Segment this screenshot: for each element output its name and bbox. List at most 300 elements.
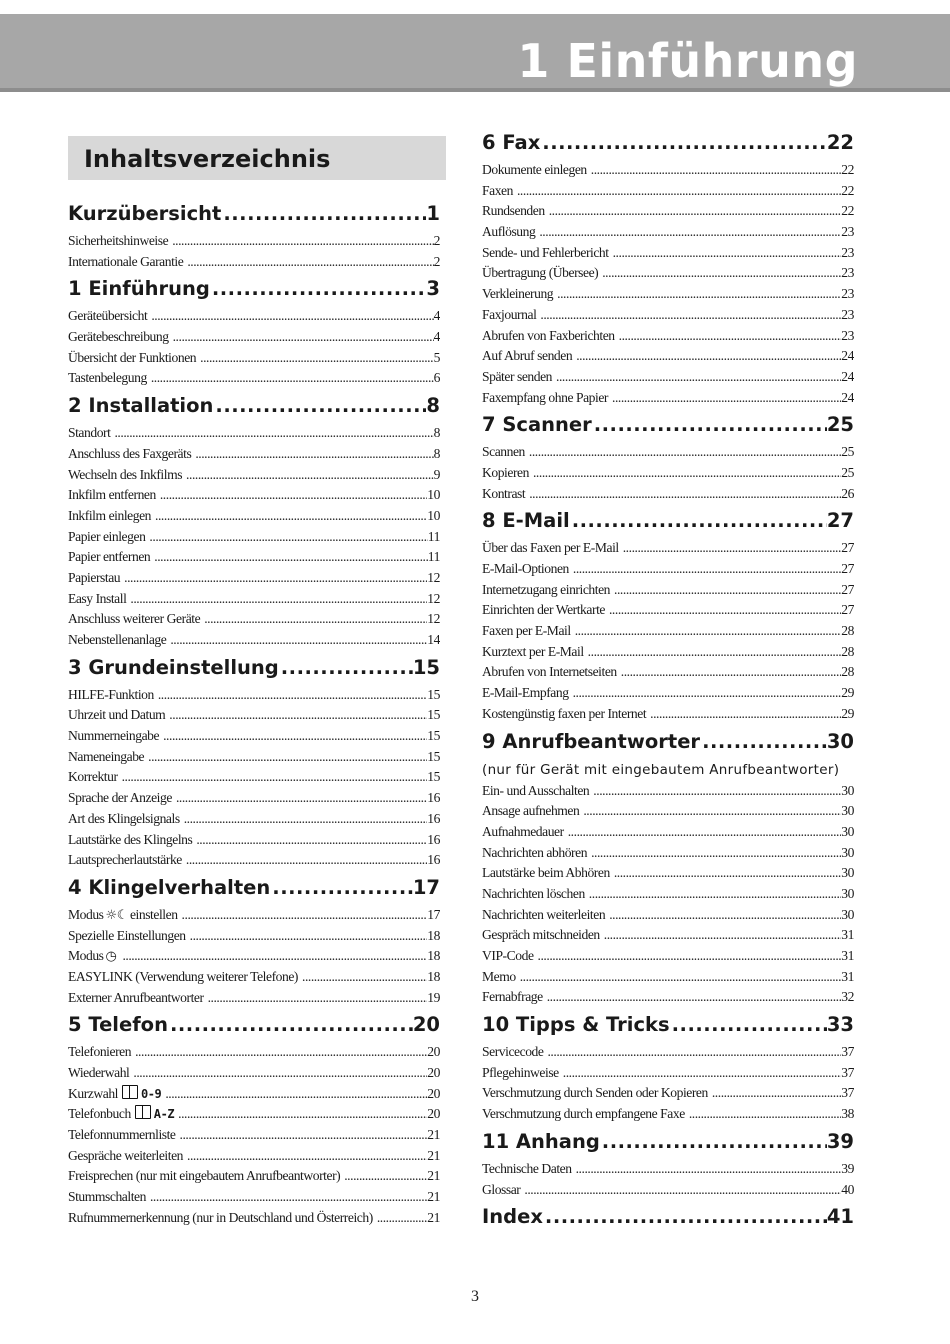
toc-page-number: 23 [841, 286, 854, 302]
toc-entry[interactable] [68, 1187, 440, 1208]
toc-page-number: 30 [841, 865, 854, 881]
toc-label-text: VIP-Code [482, 948, 534, 963]
toc-page-number: 16 [427, 831, 440, 847]
toc-entry[interactable] [482, 704, 854, 725]
toc-entry[interactable] [68, 1166, 440, 1187]
dot-leader [191, 444, 433, 465]
toc-label-text: Rundsenden [482, 203, 545, 219]
toc-chapter[interactable] [68, 272, 440, 306]
toc-page-number: 8 [426, 394, 440, 418]
dot-leader [298, 967, 427, 988]
toc-label [482, 388, 608, 409]
toc-page-number: 31 [841, 948, 854, 963]
dot-leader [708, 1083, 841, 1104]
toc-label-text: 11 Anhang [482, 1129, 600, 1153]
toc-entry[interactable] [482, 580, 854, 601]
toc-page-number: 28 [841, 623, 854, 639]
toc-page-number: 23 [841, 224, 854, 240]
dot-leader [564, 822, 842, 843]
toc-note: (nur für Gerät mit eingebautem Anrufbeantworter) [482, 761, 840, 778]
toc-entry[interactable] [482, 1180, 854, 1201]
toc-label-text: Kopieren [482, 464, 529, 480]
toc-entry[interactable] [482, 1063, 854, 1084]
toc-page-number: 18 [427, 927, 440, 943]
toc-page-number: 17 [412, 875, 440, 899]
dot-leader [221, 197, 426, 231]
toc-page-number: 22 [841, 203, 854, 219]
toc-label [482, 946, 534, 967]
toc-label [482, 662, 617, 683]
toc-page-number: 12 [427, 569, 440, 585]
dot-leader [210, 272, 427, 306]
toc-entry[interactable] [482, 538, 854, 559]
page-number: 3 [471, 1288, 479, 1305]
toc-label [482, 1008, 670, 1042]
toc-label-text: Gespräche weiterleiten [68, 1147, 184, 1163]
toc-page-number: 20 [427, 1085, 440, 1101]
toc-entry[interactable] [68, 967, 440, 988]
toc-chapter[interactable] [482, 408, 854, 442]
toc-entry[interactable] [68, 506, 440, 527]
toc-entry[interactable] [68, 809, 440, 830]
toc-label-text: Lautstärke beim Abhören [482, 865, 610, 881]
toc-chapter[interactable] [482, 1008, 854, 1042]
toc-label [68, 1166, 340, 1187]
toc-page-number: 18 [427, 948, 440, 964]
toc-entry[interactable] [68, 1084, 440, 1105]
toc-label-text: Auflösung [482, 224, 536, 240]
toc-entry[interactable] [482, 222, 854, 243]
toc-label-text: Nebenstellenanlage [68, 632, 167, 647]
toc-chapter[interactable] [482, 725, 854, 759]
toc-page-number: 31 [841, 927, 854, 943]
toc-entry[interactable] [68, 368, 440, 389]
toc-label-text: 10 Tipps & Tricks [482, 1013, 670, 1037]
toc-entry[interactable] [482, 442, 854, 463]
toc-entry[interactable] [482, 1042, 854, 1063]
toc-label [482, 346, 572, 367]
toc-page-number: 21 [427, 1209, 440, 1225]
dot-leader [605, 600, 841, 621]
toc-label [482, 1042, 543, 1063]
toc-page-number: 4 [433, 329, 440, 345]
toc-chapter[interactable] [68, 651, 440, 685]
toc-label [68, 988, 204, 1009]
toc-page-number: 16 [427, 810, 440, 826]
dot-leader [529, 463, 841, 484]
toc-label-text: Freisprechen (nur mit eingebautem Anrufbeantworter) [68, 1168, 341, 1184]
toc-label-text: Geräteübersicht [68, 308, 148, 324]
toc-label [482, 725, 700, 759]
toc-entry[interactable] [482, 925, 854, 946]
toc-label [68, 871, 270, 905]
toc-page-number: 39 [826, 1129, 854, 1153]
dot-leader [610, 863, 841, 884]
dot-leader [543, 1042, 841, 1063]
toc-label-text: Spezielle Einstellungen [68, 927, 186, 943]
toc-entry[interactable] [482, 181, 854, 202]
toc-label-text: Internetzugang einrichten [482, 581, 611, 597]
toc-label [68, 197, 221, 231]
toc-label-text: Telefonieren [68, 1044, 132, 1060]
toc-label [482, 1200, 543, 1234]
dot-leader [598, 263, 841, 284]
toc-page-number: 37 [841, 1085, 854, 1101]
dot-leader [110, 423, 433, 444]
toc-entry[interactable] [482, 367, 854, 388]
toc-entry[interactable] [68, 905, 440, 926]
dot-leader [569, 683, 842, 704]
toc-label-text: Gespräch mitschneiden [482, 927, 600, 943]
toc-page-number: 15 [427, 707, 440, 723]
toc-label-text: E-Mail-Empfang [482, 685, 569, 701]
toc-label-text: Übersicht der Funktionen [68, 349, 197, 365]
dot-leader [180, 809, 428, 830]
dot-leader [592, 408, 827, 442]
toc-label [482, 126, 540, 160]
toc-page-number: 11 [427, 528, 440, 544]
toc-label-text: Kurztext per E-Mail [482, 643, 584, 659]
dot-leader [176, 1125, 428, 1146]
toc-right-column [482, 126, 854, 1234]
toc-page-number: 11 [427, 549, 440, 565]
toc-label-text: Nachrichten löschen [482, 885, 585, 901]
toc-entry[interactable] [68, 485, 440, 506]
toc-page-number: 20 [412, 1013, 440, 1037]
toc-page-number: 31 [841, 968, 854, 984]
toc-page-number: 30 [841, 844, 854, 860]
toc-label [68, 850, 182, 871]
toc-entry[interactable] [482, 822, 854, 843]
toc-page-number: 30 [841, 906, 854, 922]
toc-page-number: 21 [427, 1189, 440, 1205]
toc-label [68, 306, 147, 327]
dot-leader [619, 538, 842, 559]
dot-leader [587, 843, 841, 864]
toc-page-number: 40 [841, 1181, 854, 1197]
toc-page-number: 20 [427, 1065, 440, 1080]
toc-page-number: 21 [427, 1127, 440, 1143]
toc-label [68, 1208, 373, 1229]
toc-page-number: 27 [841, 602, 854, 618]
toc-entry[interactable] [68, 988, 440, 1009]
toc-label-text: Verschmutzung durch empfangene Faxe [482, 1106, 685, 1122]
toc-label-text: Auf Abruf senden [482, 348, 573, 364]
toc-entry[interactable] [68, 747, 440, 768]
toc-label [482, 704, 646, 725]
toc-page-number: 23 [841, 306, 854, 322]
toc-entry[interactable] [482, 346, 854, 367]
dot-leader [147, 306, 433, 327]
dot-leader [600, 1125, 827, 1159]
toc-page-number: 15 [427, 769, 440, 785]
toc-entry[interactable] [68, 1104, 440, 1125]
toc-entry[interactable] [482, 600, 854, 621]
toc-label [482, 843, 587, 864]
toc-entry[interactable] [68, 589, 440, 610]
toc-entry[interactable] [482, 201, 854, 222]
toc-entry[interactable] [482, 463, 854, 484]
toc-chapter[interactable] [68, 197, 440, 231]
dot-leader [540, 126, 827, 160]
toc-entry[interactable] [68, 527, 440, 548]
toc-entry[interactable] [482, 160, 854, 181]
toc-label-text: Faxjournal [482, 306, 537, 322]
toc-label [482, 367, 552, 388]
toc-page-number: 12 [427, 611, 440, 627]
toc-label [68, 788, 172, 809]
toc-label [68, 1063, 129, 1084]
mode-symbol-icon: ◷ [105, 949, 117, 965]
toc-chapter[interactable] [482, 1200, 854, 1234]
dot-leader [569, 559, 841, 580]
toc-entry[interactable] [482, 305, 854, 326]
toc-entry[interactable] [482, 642, 854, 663]
toc-entry[interactable] [482, 863, 854, 884]
toc-page-number: 23 [841, 265, 854, 281]
toc-label-text: Papierstau [68, 569, 121, 585]
toc-entry[interactable] [482, 987, 854, 1008]
dot-leader [174, 1104, 427, 1125]
toc-label [68, 506, 151, 527]
toc-page-number: 16 [427, 852, 440, 868]
toc-entry[interactable] [68, 609, 440, 630]
dot-leader [589, 781, 841, 802]
toc-entry[interactable] [68, 327, 440, 348]
toc-chapter[interactable] [68, 389, 440, 423]
toc-entry[interactable] [68, 1042, 440, 1063]
toc-entry[interactable] [68, 1125, 440, 1146]
toc-label-text: Anschluss des Faxgeräts [68, 445, 192, 461]
toc-label [482, 987, 543, 1008]
toc-label-text: Rufnummernerkennung (nur in Deutschland und Österreich) [68, 1209, 373, 1225]
dot-leader [552, 367, 841, 388]
toc-label-text: Wiederwahl [68, 1065, 130, 1080]
toc-entry[interactable] [482, 1083, 854, 1104]
toc-entry[interactable] [482, 843, 854, 864]
toc-entry[interactable] [68, 547, 440, 568]
toc-page-number: 30 [841, 803, 854, 819]
toc-label-text: Sprache der Anzeige [68, 790, 172, 806]
toc-entry[interactable] [482, 1159, 854, 1180]
toc-entry[interactable] [68, 767, 440, 788]
toc-label-text: Easy Install [68, 590, 127, 606]
toc-entry[interactable] [482, 905, 854, 926]
toc-page-number: 25 [826, 413, 854, 437]
toc-label-text: Inkfilm entfernen [68, 487, 156, 503]
toc-label-text: EASYLINK (Verwendung weiterer Telefone) [68, 968, 298, 984]
toc-entry[interactable] [68, 465, 440, 486]
toc-entry[interactable] [482, 388, 854, 409]
dot-leader [608, 388, 841, 409]
dot-leader [129, 1063, 427, 1084]
toc-page-number: 22 [841, 162, 854, 177]
toc-label [68, 389, 213, 423]
dot-leader [571, 621, 842, 642]
dot-leader [126, 589, 427, 610]
toc-entry[interactable] [68, 850, 440, 871]
toc-chapter[interactable] [68, 871, 440, 905]
toc-entry[interactable] [68, 444, 440, 465]
toc-page-number: 27 [841, 540, 854, 556]
dot-leader [600, 925, 842, 946]
toc-label-text: 2 Installation [68, 394, 214, 418]
toc-entry[interactable] [68, 926, 440, 947]
toc-chapter[interactable] [482, 504, 854, 538]
toc-entry[interactable] [68, 231, 440, 252]
dot-leader [166, 630, 427, 651]
toc-label [68, 705, 165, 726]
dot-leader [559, 1063, 842, 1084]
dot-leader [700, 725, 827, 759]
toc-label [482, 326, 615, 347]
toc-label [482, 801, 579, 822]
toc-label [482, 884, 585, 905]
toc-label [68, 527, 145, 548]
toc-page-number: 22 [826, 131, 854, 154]
toc-label-text: Lautstärke des Klingelns [68, 831, 193, 847]
dot-leader [513, 181, 841, 202]
toc-label-text: 5 Telefon [68, 1013, 168, 1037]
dot-leader [615, 326, 842, 347]
toc-label [68, 465, 182, 486]
toc-entry[interactable] [482, 559, 854, 580]
toc-page-number: 21 [427, 1147, 440, 1163]
dot-leader [182, 465, 434, 486]
toc-entry[interactable] [68, 348, 440, 369]
dot-leader [156, 485, 427, 506]
dot-leader [279, 651, 413, 685]
toc-label [482, 580, 610, 601]
toc-page-number: 12 [427, 590, 440, 606]
toc-entry[interactable] [68, 423, 440, 444]
toc-entry[interactable] [482, 781, 854, 802]
toc-entry[interactable] [68, 788, 440, 809]
toc-entry[interactable] [482, 284, 854, 305]
toc-page-number: 20 [427, 1044, 440, 1060]
dot-leader [270, 871, 413, 905]
toc-entry[interactable] [482, 263, 854, 284]
dot-leader [196, 348, 434, 369]
toc-entry[interactable] [482, 484, 854, 505]
toc-label [482, 967, 516, 988]
dot-leader [536, 305, 841, 326]
toc-label [482, 905, 605, 926]
dot-leader [168, 231, 433, 252]
toc-entry[interactable] [68, 630, 440, 651]
toc-label [482, 1104, 685, 1125]
toc-label-text: Verkleinerung [482, 286, 554, 302]
toc-label [68, 809, 180, 830]
toc-page-number: 32 [841, 989, 854, 1005]
toc-entry[interactable] [482, 662, 854, 683]
toc-entry[interactable] [68, 568, 440, 589]
toc-entry[interactable] [482, 801, 854, 822]
toc-label [68, 1104, 174, 1125]
toc-entry[interactable] [482, 967, 854, 988]
toc-label-text: Faxen [482, 182, 513, 198]
toc-entry[interactable] [68, 685, 440, 706]
toc-page-number: 1 [426, 202, 440, 225]
dot-leader [159, 726, 427, 747]
toc-label [68, 444, 191, 465]
toc-label-text: Uhrzeit und Datum [68, 707, 166, 723]
toc-label-text: Faxen per E-Mail [482, 623, 571, 639]
toc-page-number: 41 [826, 1205, 854, 1229]
toc-entry[interactable] [68, 705, 440, 726]
toc-label-text: Lautsprecherlautstärke [68, 852, 182, 868]
toc-entry[interactable] [68, 1063, 440, 1084]
toc-label-text: Einrichten der Wertkarte [482, 602, 605, 618]
book-icon [122, 1085, 138, 1099]
toc-chapter[interactable] [482, 1125, 854, 1159]
toc-entry[interactable] [482, 683, 854, 704]
dot-leader [178, 905, 428, 926]
toc-label-text: HILFE-Funktion [68, 686, 154, 702]
toc-entry[interactable] [482, 1104, 854, 1125]
dot-leader [605, 905, 841, 926]
toc-page-number: 24 [841, 348, 854, 364]
toc-page-number: 8 [433, 445, 440, 461]
toc-label [482, 263, 598, 284]
dot-leader [169, 327, 434, 348]
toc-label-text: Später senden [482, 368, 553, 384]
toc-label [68, 651, 279, 685]
toc-label [68, 1187, 146, 1208]
toc-entry[interactable] [482, 243, 854, 264]
toc-entry[interactable] [482, 326, 854, 347]
toc-entry[interactable] [68, 946, 440, 967]
toc-entry[interactable] [68, 726, 440, 747]
toc-label-text: Index [482, 1205, 543, 1229]
toc-label [68, 1084, 161, 1105]
toc-entry[interactable] [482, 884, 854, 905]
toc-page-number: 25 [841, 444, 854, 460]
dot-leader [670, 1008, 827, 1042]
toc-label-text: Faxempfang ohne Papier [482, 389, 608, 405]
key-code: 0-9 [141, 1086, 162, 1101]
dot-leader [572, 346, 841, 367]
dot-leader [535, 222, 841, 243]
toc-page-number: 3 [426, 277, 440, 301]
toc-entry[interactable] [68, 306, 440, 327]
toc-page-number: 5 [433, 349, 440, 365]
toc-page-number: 15 [427, 686, 440, 702]
toc-page-number: 29 [841, 705, 854, 721]
toc-label-text: 9 Anrufbeantworter [482, 729, 701, 753]
dot-leader [118, 946, 427, 967]
toc-entry[interactable] [68, 830, 440, 851]
toc-entry[interactable] [482, 946, 854, 967]
toc-entry[interactable] [482, 621, 854, 642]
toc-entry[interactable] [68, 1208, 440, 1229]
toc-entry[interactable] [68, 1146, 440, 1167]
toc-chapter[interactable] [482, 126, 854, 160]
mode-symbol-icon: ☼☾ [105, 907, 128, 923]
toc-label-text: Dokumente einlegen [482, 162, 587, 177]
dot-leader [186, 926, 428, 947]
toc-label [68, 568, 120, 589]
toc-chapter[interactable] [68, 1008, 440, 1042]
toc-page-number: 14 [427, 632, 440, 647]
dot-leader [525, 484, 841, 505]
toc-label [68, 609, 200, 630]
dot-leader [154, 685, 427, 706]
toc-label [482, 781, 589, 802]
toc-label-text: Inkfilm einlegen [68, 507, 152, 523]
toc-label [482, 408, 592, 442]
toc-entry[interactable] [68, 252, 440, 273]
